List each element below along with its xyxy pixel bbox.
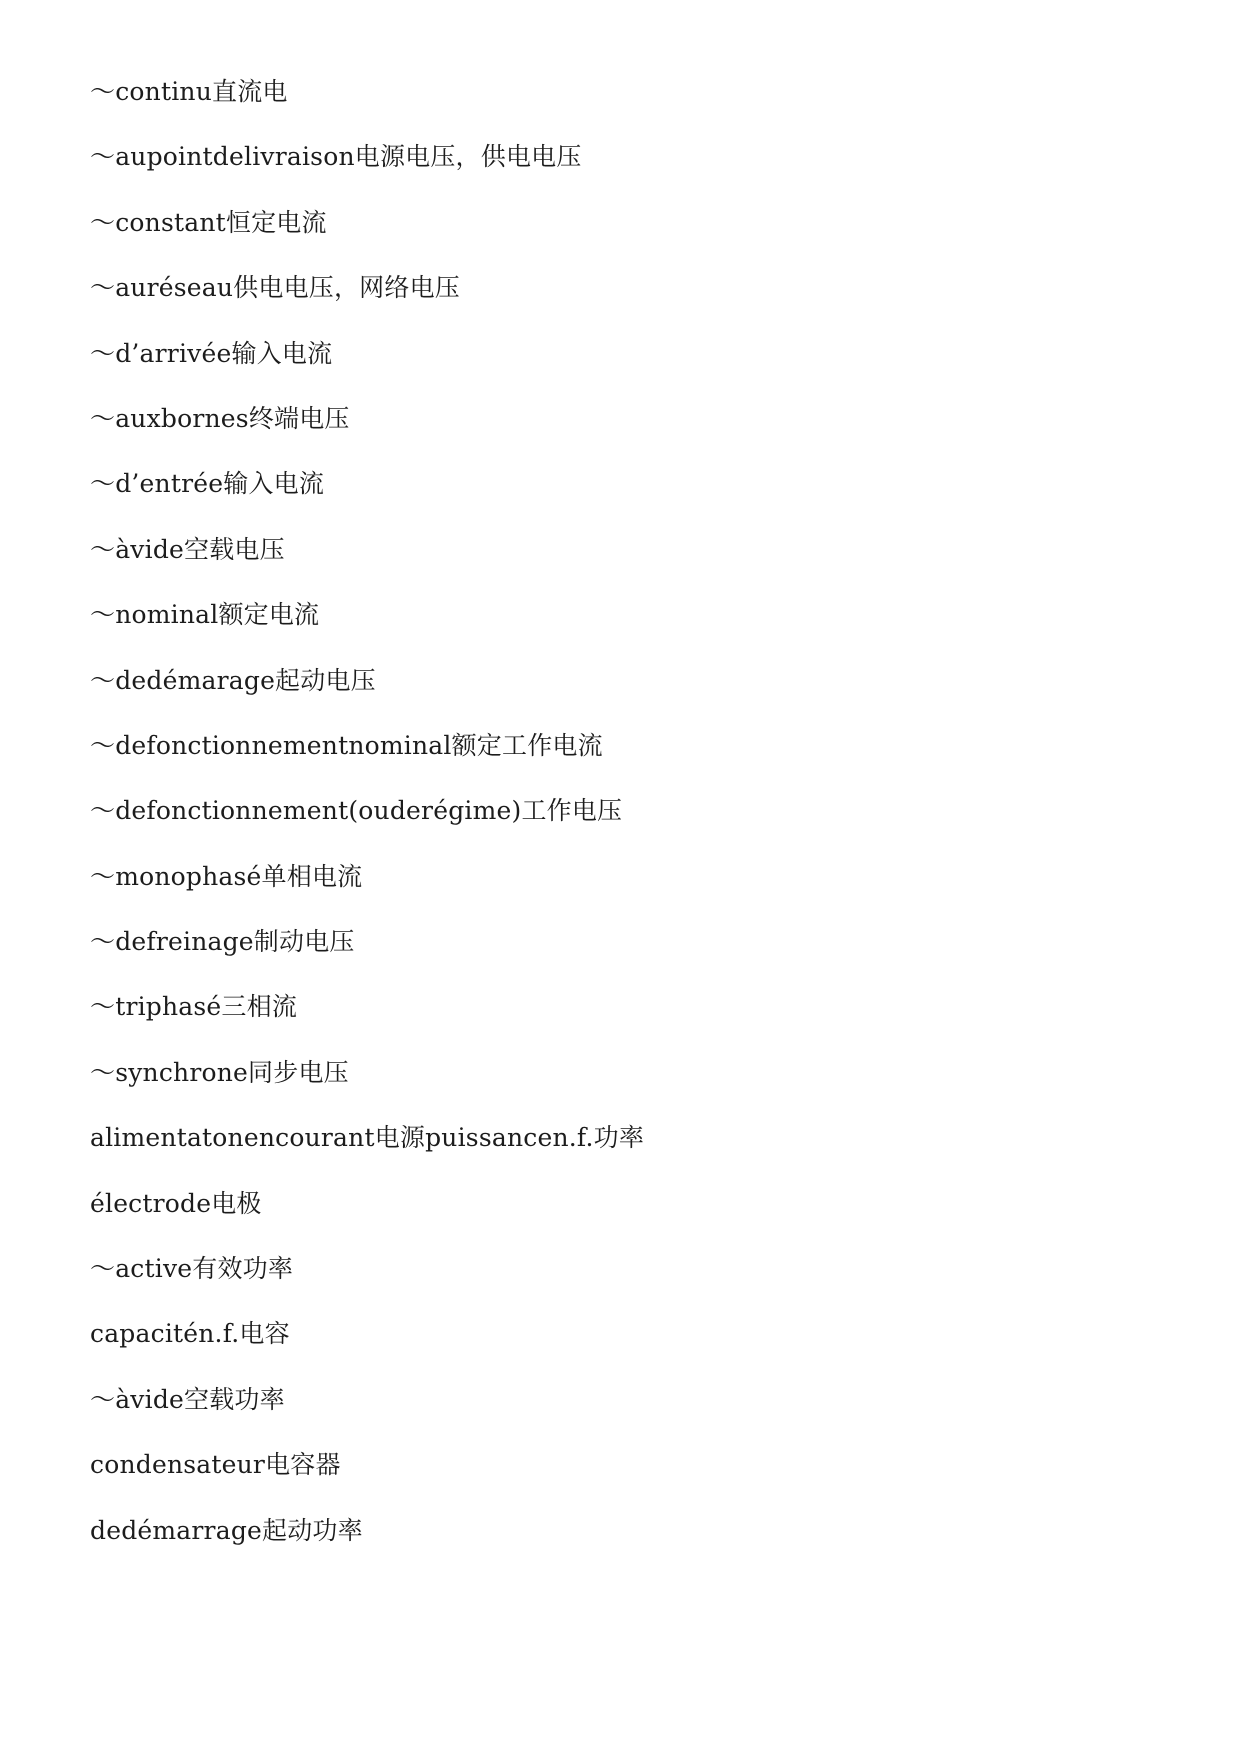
- glossary-line: ～defonctionnementnominal额定工作电流: [90, 730, 603, 760]
- glossary-line: ～aupointdelivraison电源电压，供电电压: [90, 142, 582, 172]
- glossary-line: ～nominal额定电流: [90, 600, 320, 630]
- glossary-line: ～triphasé三相流: [90, 992, 298, 1022]
- glossary-line: ～defreinage制动电压: [90, 927, 355, 957]
- glossary-line: ～active有效功率: [90, 1254, 294, 1284]
- glossary-line: ～auréseau供电电压，网络电压: [90, 273, 460, 303]
- glossary-line: capacitén.f.电容: [90, 1319, 290, 1349]
- glossary-line: alimentatonencourant电源puissancen.f.功率: [90, 1123, 645, 1153]
- glossary-list: [90, 72, 1150, 1576]
- glossary-line: ～d’entrée输入电流: [90, 469, 325, 499]
- glossary-line: condensateur电容器: [90, 1450, 341, 1480]
- glossary-line: ～defonctionnement(ouderégime)工作电压: [90, 796, 623, 826]
- glossary-line: électrode电极: [90, 1188, 262, 1218]
- glossary-line: ～àvide空载电压: [90, 534, 285, 564]
- glossary-line: ～constant恒定电流: [90, 207, 327, 237]
- glossary-line: ～continu直流电: [90, 77, 288, 106]
- glossary-line: ～d’arrivée输入电流: [90, 338, 333, 368]
- glossary-line: dedémarrage起动功率: [90, 1515, 363, 1545]
- glossary-line: ～àvide空载功率: [90, 1384, 285, 1414]
- glossary-line: ～monophasé单相电流: [90, 861, 363, 891]
- glossary-line: ～auxbornes终端电压: [90, 403, 350, 433]
- glossary-line: ～synchrone同步电压: [90, 1057, 349, 1087]
- glossary-line: ～dedémarage起动电压: [90, 665, 376, 695]
